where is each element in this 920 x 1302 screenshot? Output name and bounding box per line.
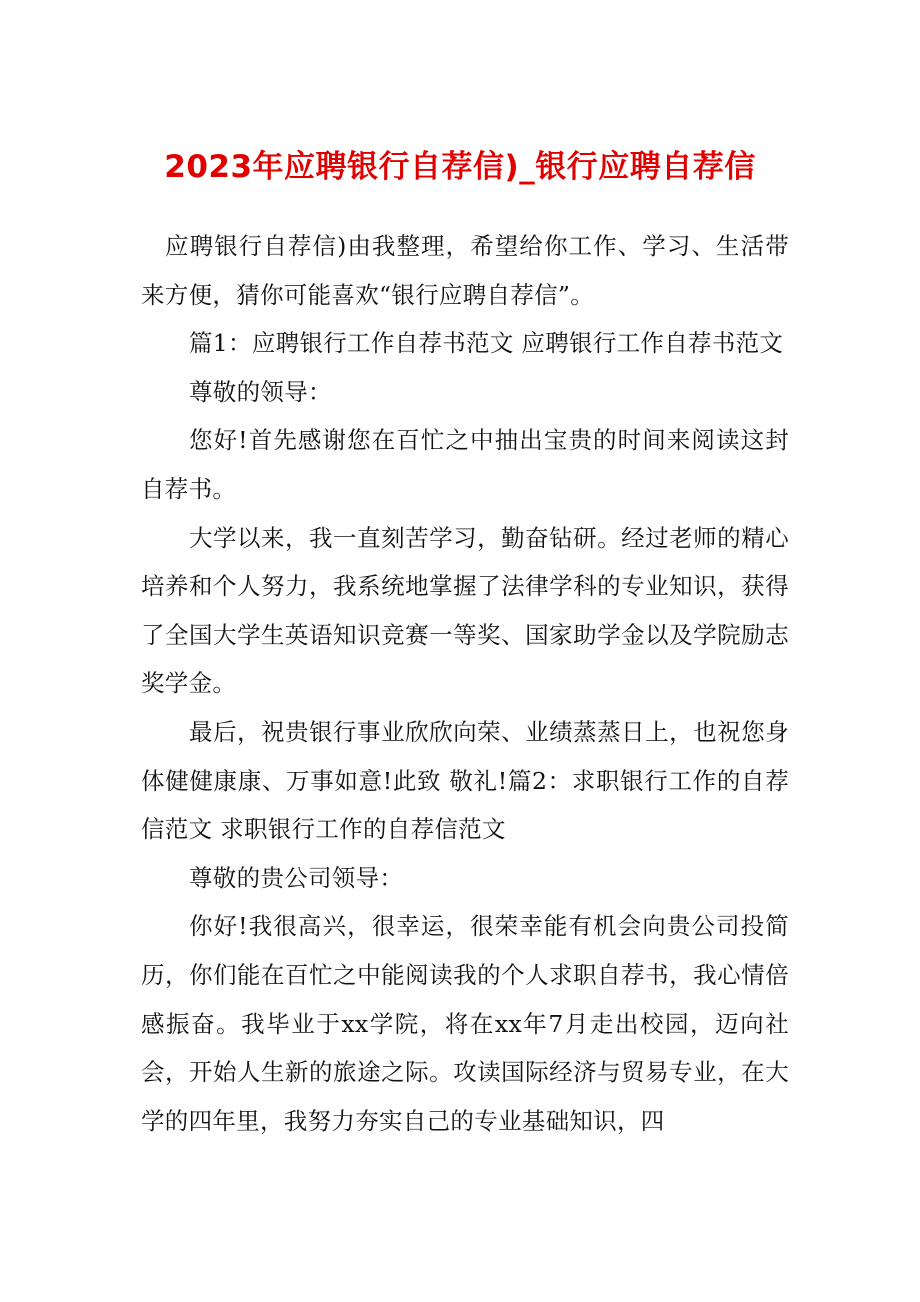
paragraph-salutation-1: 尊敬的领导： bbox=[189, 377, 332, 406]
paragraph-section-1-heading: 篇1：应聘银行工作自荐书范文 应聘银行工作自荐书范文 bbox=[189, 329, 784, 358]
paragraph-study: 大学以来，我一直刻苦学习，勤奋钻研。经过老师的精心培养和个人努力，我系统地掌握了法律学科的专业知识，获得了全国大学生英语知识竞赛一等奖、国家助学金以及学院励志奖学金。 bbox=[141, 523, 789, 698]
document-title: 2023年应聘银行自荐信)_银行应聘自荐信 bbox=[164, 149, 756, 185]
document-body bbox=[141, 222, 789, 1145]
paragraph-intro: 应聘银行自荐信)由我整理，希望给你工作、学习、生活带来方便，猜你可能喜欢“银行应聘自荐信”。 bbox=[141, 232, 789, 309]
paragraph-salutation-2: 尊敬的贵公司领导： bbox=[189, 863, 404, 892]
paragraph-greeting-1: 您好!首先感谢您在百忙之中抽出宝贵的时间来阅读这封自荐书。 bbox=[141, 426, 789, 503]
paragraph-greeting-2: 你好!我很高兴，很幸运，很荣幸能有机会向贵公司投简历，你们能在百忙之中能阅读我的个人求职自荐书，我心情倍感振奋。我毕业于xx学院，将在xx年7月走出校园，迈向社会，开始人生新的旅途之际。攻读国际经济与贸易专业，在大学的四年里，我努力夯实自己的专业基础知识，四 bbox=[141, 912, 789, 1135]
paragraph-closing: 最后，祝贵银行事业欣欣向荣、业绩蒸蒸日上，也祝您身体健健康康、万事如意!此致 敬礼!篇2：求职银行工作的自荐信范文 求职银行工作的自荐信范文 bbox=[141, 717, 789, 844]
